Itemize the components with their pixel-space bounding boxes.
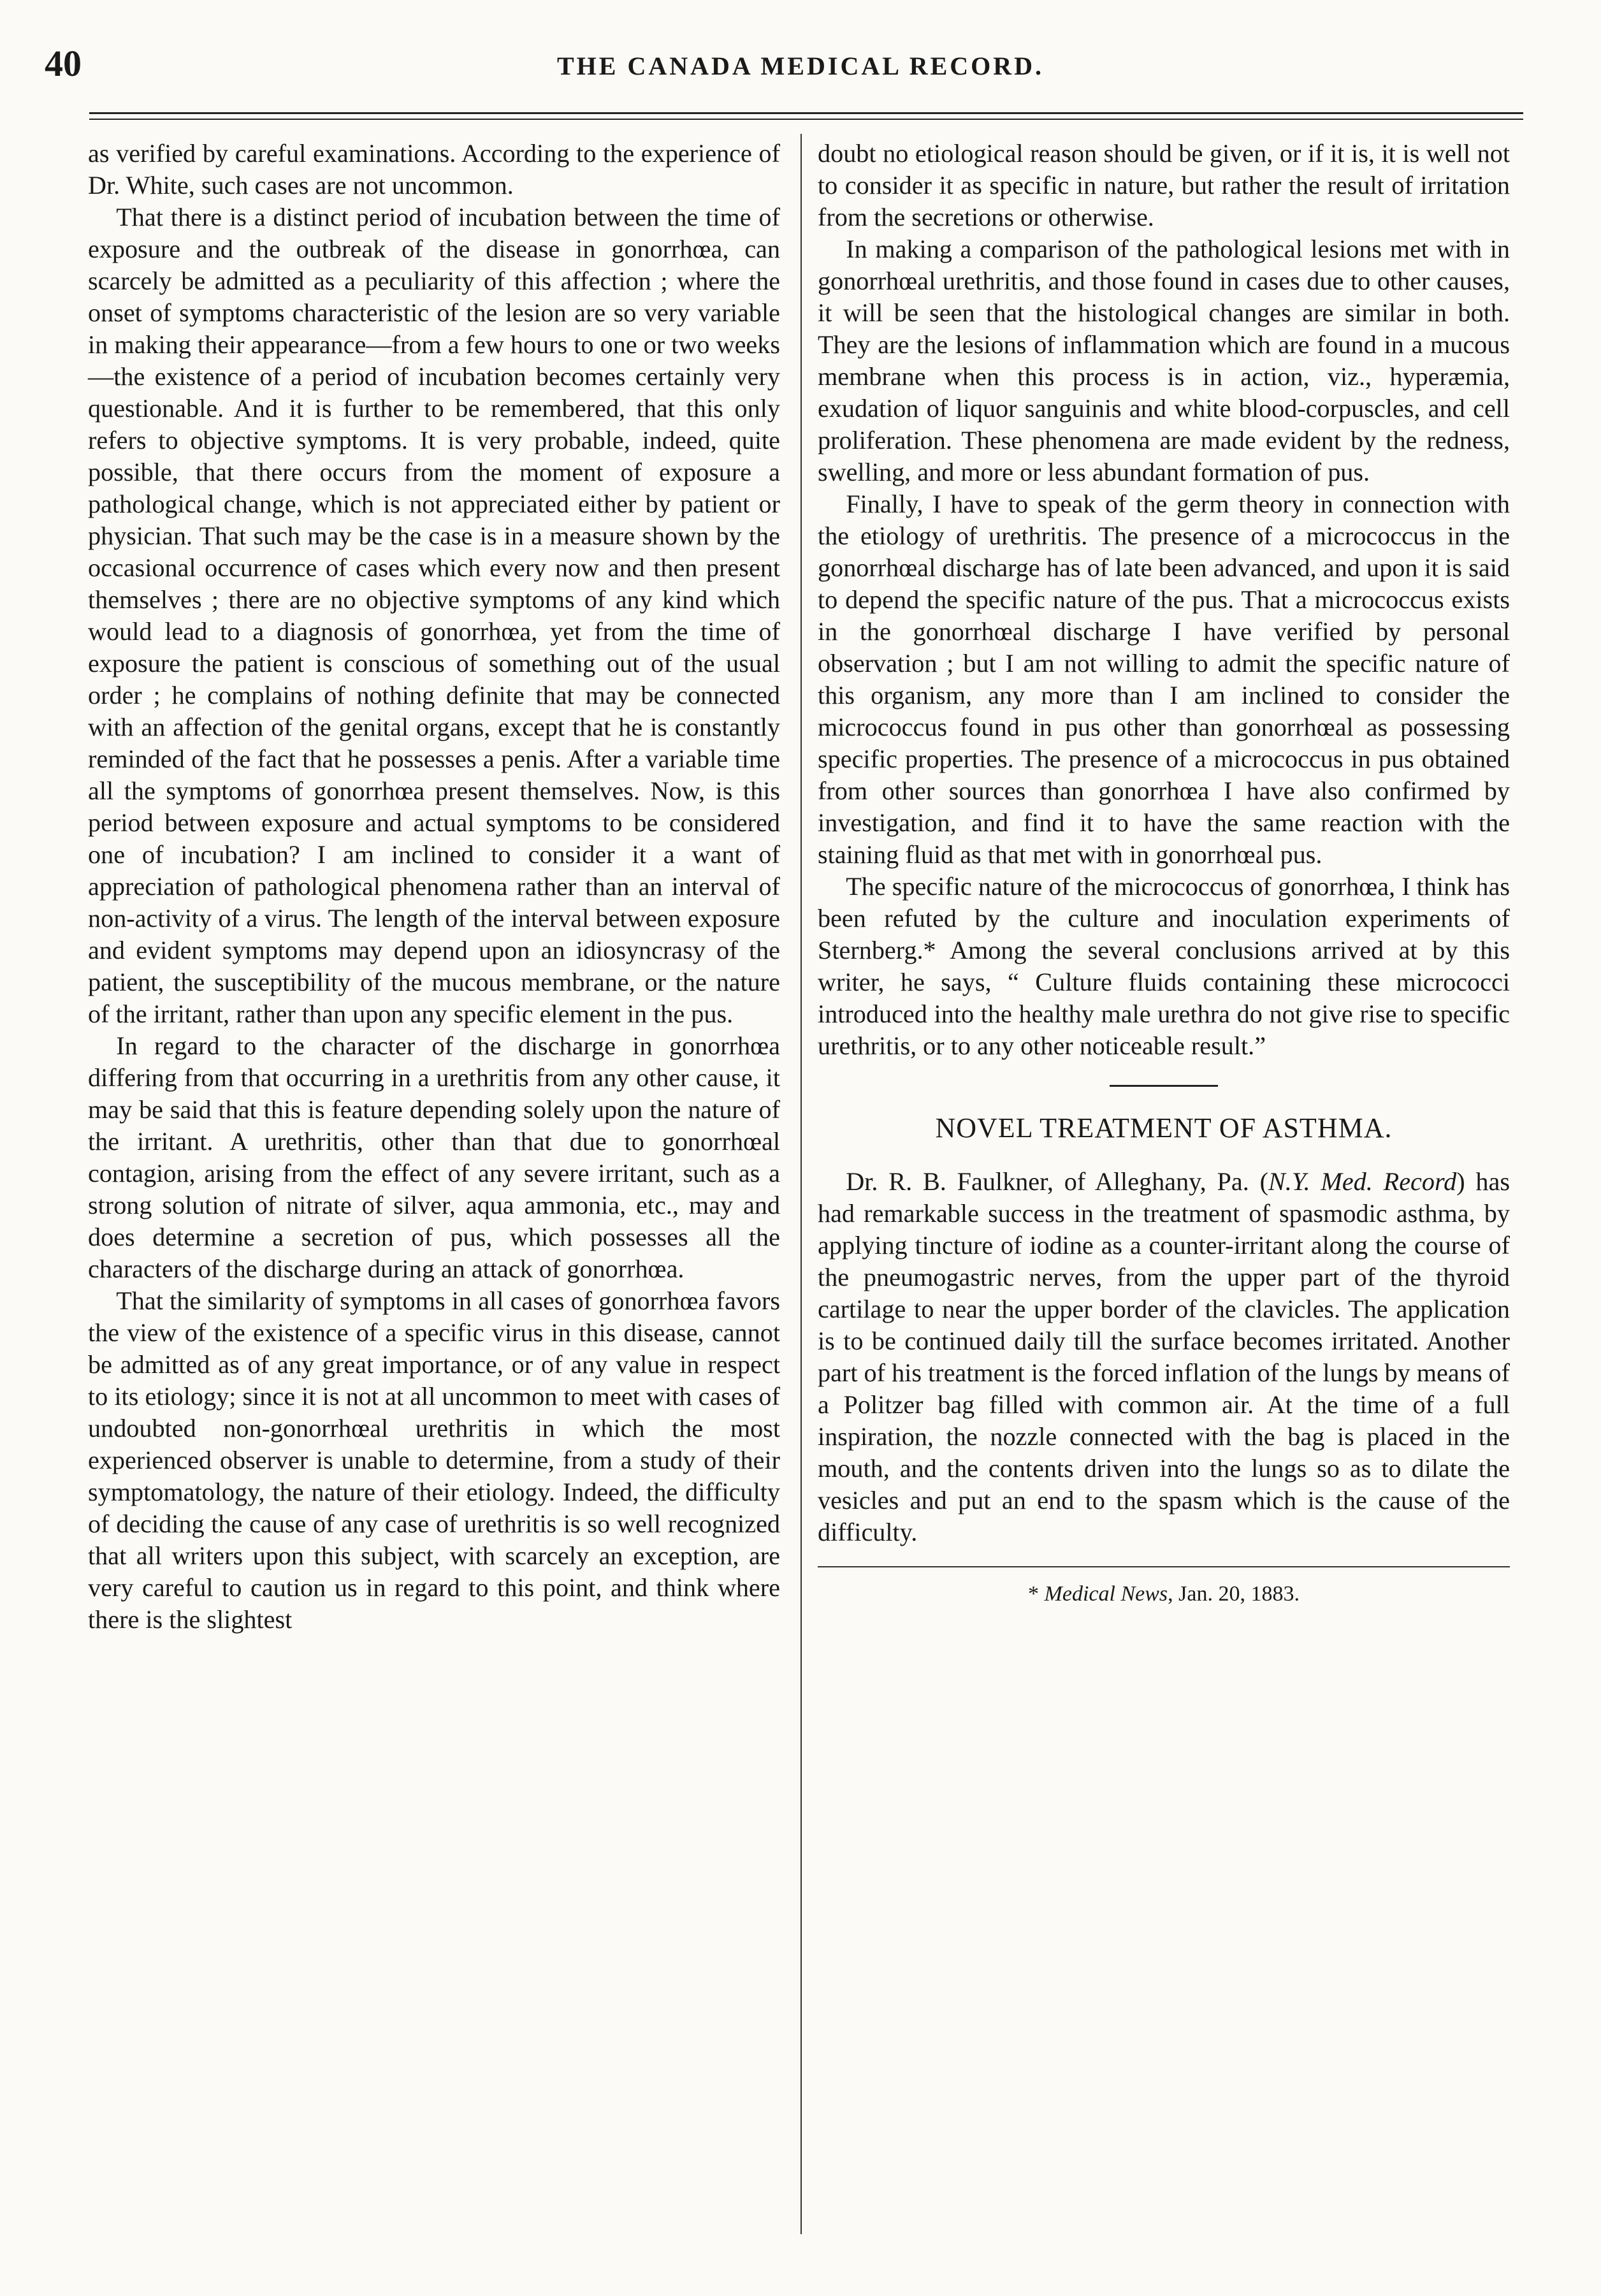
section-divider: [1110, 1085, 1218, 1087]
source-citation: N.Y. Med. Record: [1268, 1167, 1457, 1196]
section-title: NOVEL TREATMENT OF ASTHMA.: [935, 1112, 1393, 1144]
paragraph: That there is a distinct period of incubation between the time of exposure and the outbreak of the disease in gonorrhœa, can scarcely be admitted as a peculiarity of this affection ; where the onset of symptoms characteristic of the lesion are so very variable in making their appearance—from a few hours to one or two weeks—the existence of a period of incubation becomes certainly very questionable. And it is further to be remembered, that this only refers to objective symptoms. It is very probable, indeed, quite possible, that there occurs from the moment of exposure a pathological change, which is not appreciated either by patient or physician. That such may be the case is in a measure shown by the occasional occurrence of cases which every now and then present themselves ; there are no objective symptoms of any kind which would lead to a diagnosis of gonorrhœa, yet from the time of exposure the patient is conscious of something out of the usual order ; he complains of nothing definite that may be connected with an affection of the genital organs, except that he is constantly reminded of the fact that he possesses a penis. After a variable time all the symptoms of gonorrhœa present themselves. Now, is this period between exposure and actual symptoms to be considered one of incubation? I am inclined to consider it a want of appreciation of pathological phenomena rather than an interval of non-activity of a virus. The length of the interval between exposure and evident symptoms may depend upon an idiosyncrasy of the patient, the susceptibility of the mucous membrane, or the nature of the irritant, rather than upon any specific element in the pus.: [88, 203, 780, 1028]
text-run: ) has had remarkable success in the treatment of spasmodic asthma, by applying tincture of iodine as a counter-irritant along the course of the pneumogastric nerves, from the upper part of the thyroid cartilage to near the upper border of the clavicles. The application is to be continued daily till the surface becomes irritated. Another part of his treatment is the forced inflation of the lungs by means of a Politzer bag filled with common air. At the time of a full inspiration, the nozzle connected with the bag is placed in the mouth, and the contents driven into the lungs so as to dilate the vesicles and put an end to the spasm which is the cause of the difficulty.: [818, 1167, 1510, 1546]
paragraph: In regard to the character of the discharge in gonorrhœa differing from that occurring in a urethritis from any other cause, it may be said that this is feature depending solely upon the nature of the irritant. A urethritis, other than that due to gonorrhœal contagion, arising from the effect of any severe irritant, such as a strong solution of nitrate of silver, aqua ammonia, etc., may and does determine a secretion of pus, which possesses all the characters of the discharge during an attack of gonorrhœa.: [88, 1031, 780, 1283]
footnote-source: Medical News: [1044, 1582, 1168, 1606]
footnote-date: , Jan. 20, 1883.: [1168, 1582, 1300, 1606]
left-column: [88, 138, 780, 1636]
footnote: [818, 1580, 1510, 1608]
paragraph: Finally, I have to speak of the germ theory in connection with the etiology of urethritis. The presence of a micrococcus in the gonorrhœal discharge has of late been advanced, and upon it is said to depend the specific nature of the pus. That a micrococcus exists in the gonorrhœal discharge I have verified by personal observation ; but I am not willing to admit the specific nature of this organism, any more than I am inclined to consider the micrococcus found in pus other than gonorrhœal as possessing specific properties. The presence of a micrococcus in pus obtained from other sources than gonorrhœa I have also confirmed by investigation, and find it to have the same reaction with the staining fluid as that met with in gonorrhœal pus.: [818, 490, 1510, 869]
header-rule: [89, 112, 1523, 120]
paragraph: [818, 1166, 1510, 1548]
paragraph: In making a comparison of the pathological lesions met with in gonorrhœal urethritis, and those found in cases due to other causes, it will be seen that the histological changes are similar in both. They are the lesions of inflammation which are found in a mucous membrane when this process is in action, viz., hyperæmia, exudation of liquor sanguinis and white blood-corpuscles, and cell proliferation. These phenomena are made evident by the redness, swelling, and more or less abundant formation of pus.: [818, 235, 1510, 486]
footnote-mark: *: [1028, 1582, 1045, 1606]
paragraph: doubt no etiological reason should be given, or if it is, it is well not to consider it as specific in nature, but rather the result of irritation from the secretions or otherwise.: [818, 139, 1510, 231]
column-divider: [800, 134, 802, 2234]
page-number: 40: [45, 43, 82, 84]
running-title: THE CANADA MEDICAL RECORD.: [556, 52, 1045, 80]
paragraph: as verified by careful examinations. According to the experience of Dr. White, such cases are not uncommon.: [88, 139, 780, 200]
footnote-rule: [818, 1566, 1510, 1567]
paragraph: The specific nature of the micrococcus of gonorrhœa, I think has been refuted by the culture and inoculation experiments of Sternberg.* Among the several conclusions arrived at by this writer, he says, “ Culture fluids containing these micrococci introduced into the healthy male urethra do not give rise to specific urethritis, or to any other noticeable result.”: [818, 872, 1510, 1060]
text-run: Dr. R. B. Faulkner, of Alleghany, Pa. (: [846, 1167, 1268, 1196]
paragraph: That the similarity of symptoms in all cases of gonorrhœa favors the view of the existence of a specific virus in this disease, cannot be admitted as of any great importance, or of any value in respect to its etiology; since it is not at all uncommon to meet with cases of undoubted non-gonorrhœal urethritis in which the most experienced observer is unable to determine, from a study of their symptomatology, the nature of their etiology. Indeed, the difficulty of deciding the cause of any case of urethritis is so well recognized that all writers upon this subject, with scarcely an exception, are very careful to caution us in regard to this point, and think where there is the slightest: [88, 1286, 780, 1634]
right-column: [818, 138, 1510, 1608]
